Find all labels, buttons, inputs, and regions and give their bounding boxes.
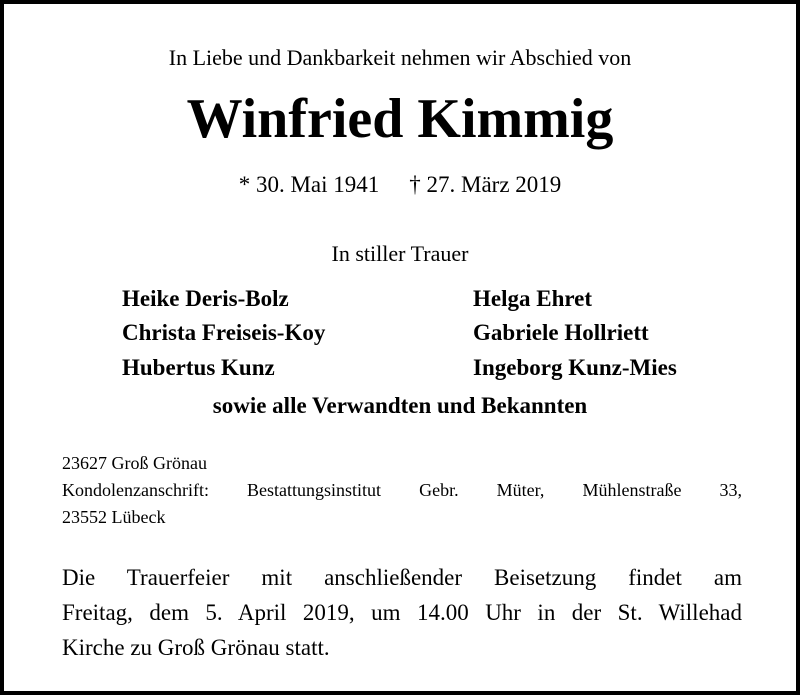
ceremony-line: Kirche zu Groß Grönau statt. (62, 635, 330, 660)
death-date: † 27. März 2019 (409, 172, 562, 197)
address-line: 23627 Groß Grönau (62, 453, 207, 473)
mourner-name: Ingeborg Kunz-Mies (473, 355, 677, 380)
life-dates (0, 170, 800, 200)
address-line: 23552 Lübeck (62, 507, 166, 527)
mourner-name: Hubertus Kunz (122, 355, 275, 380)
mourning-line: In stiller Trauer (331, 241, 469, 266)
birth-date: * 30. Mai 1941 (238, 172, 380, 197)
mourner-name: Christa Freiseis-Koy (122, 320, 326, 345)
ceremony-line: Die Trauerfeier mit anschließender Beisetzung findet am (62, 565, 742, 590)
mourner-name: Helga Ehret (473, 286, 593, 311)
deceased-name: Winfried Kimmig (186, 88, 614, 150)
intro-text: In Liebe und Dankbarkeit nehmen wir Abschied von (168, 45, 632, 70)
mourner-name: Heike Deris-Bolz (122, 286, 289, 311)
relatives-line: sowie alle Verwandten und Bekannten (212, 393, 588, 418)
ceremony-line: Freitag, dem 5. April 2019, um 14.00 Uhr in der St. Willehad (62, 600, 742, 625)
mourner-name: Gabriele Hollriett (473, 320, 649, 345)
condolence-address-line: Kondolenzanschrift: Bestattungsinstitut Gebr. Müter, Mühlenstraße 33, (62, 480, 742, 500)
